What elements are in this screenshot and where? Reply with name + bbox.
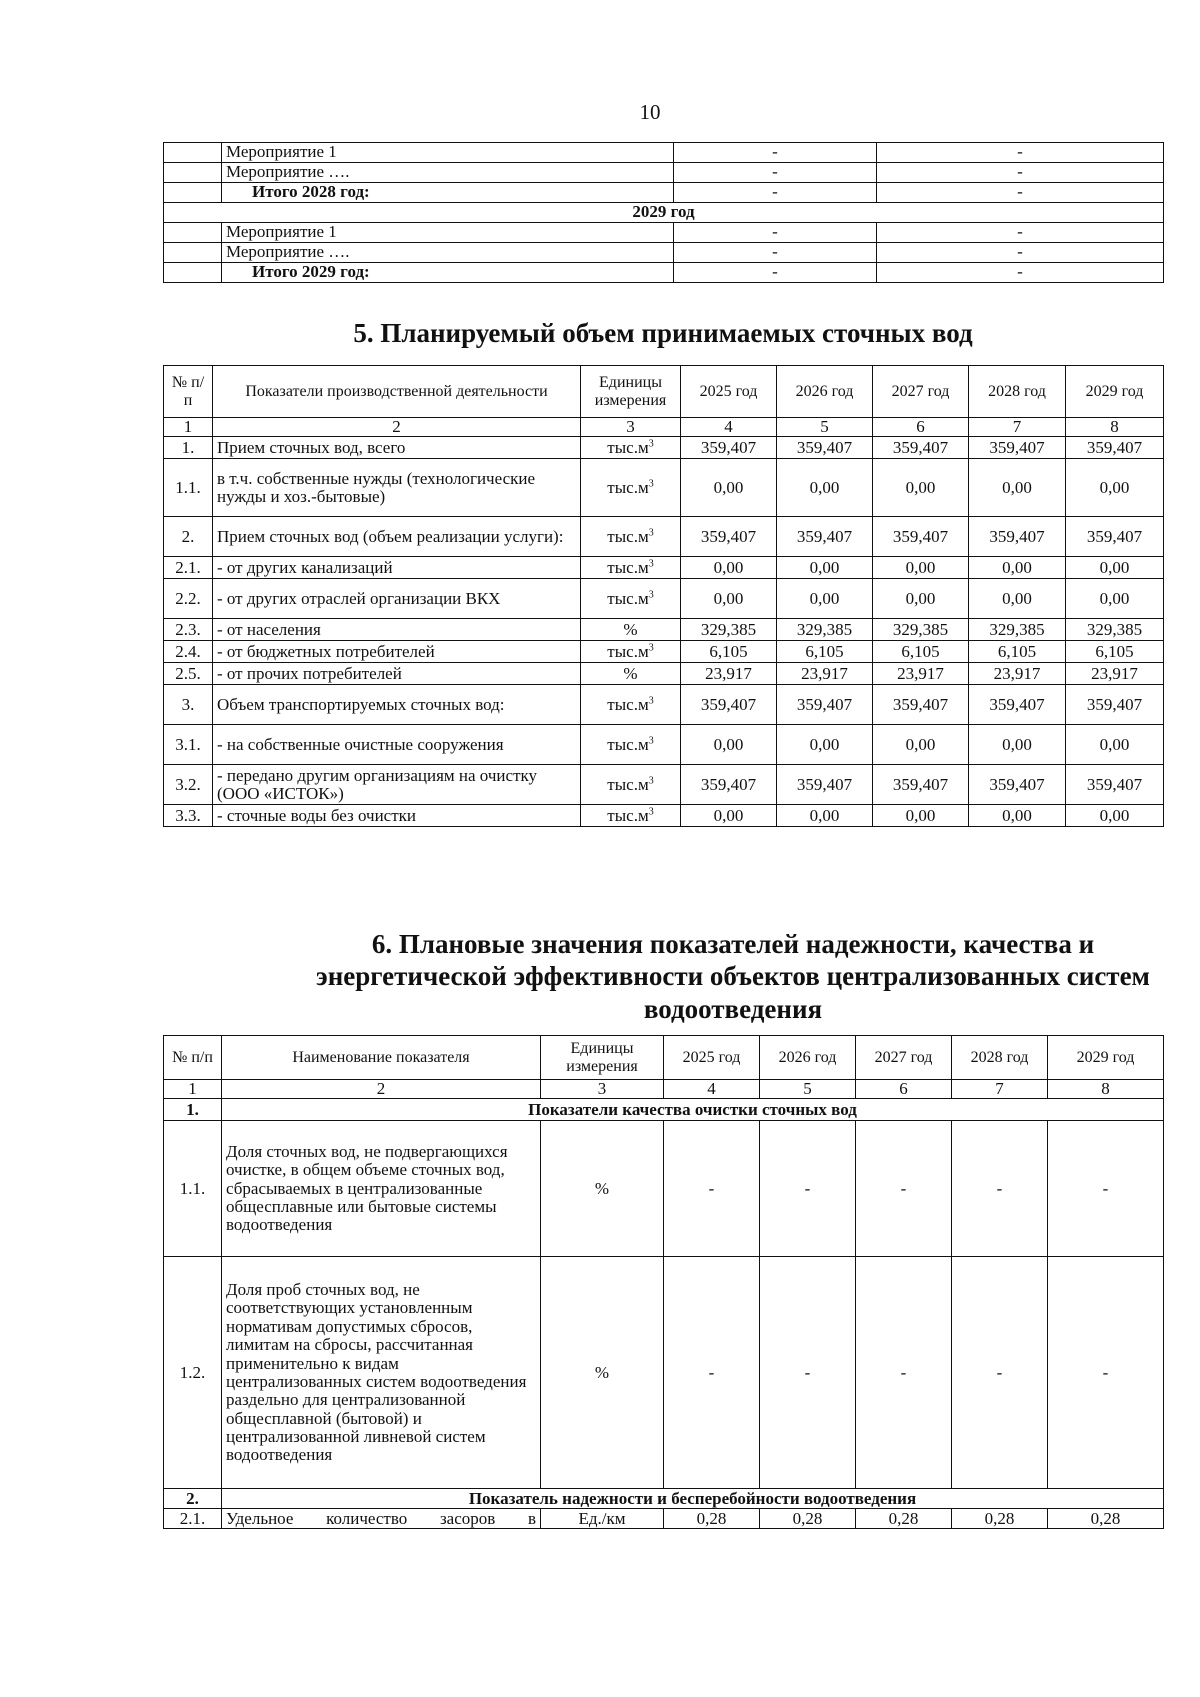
row-value: -	[674, 163, 877, 183]
event-name: Мероприятие 1	[222, 143, 674, 163]
row-unit	[581, 459, 681, 517]
row-name: - на собственные очистные сооружения	[213, 725, 581, 765]
total-label: Итого 2028 год:	[222, 183, 674, 203]
table-row	[164, 223, 1164, 243]
row-num: 2.1.	[164, 557, 213, 579]
row-value-2026: 0,00	[777, 805, 873, 827]
row-unit	[581, 517, 681, 557]
row-value-2025: 0,00	[681, 579, 777, 619]
row-value-2027: 0,28	[856, 1509, 952, 1529]
unit-text: тыс.м	[607, 557, 649, 577]
row-value-2028: 0,00	[969, 725, 1066, 765]
header-2025: 2025 год	[664, 1036, 760, 1080]
row-value-2025: 0,28	[664, 1509, 760, 1529]
row-num: 3.1.	[164, 725, 213, 765]
row-value-2029: 0,00	[1066, 725, 1164, 765]
row-num	[164, 183, 222, 203]
row-value-2026: 359,407	[777, 765, 873, 805]
row-num: 2.4.	[164, 641, 213, 663]
unit-text: тыс.м	[607, 588, 649, 608]
unit-text: тыс.м	[607, 805, 649, 825]
event-name: Мероприятие 1	[222, 223, 674, 243]
row-value-2025: 6,105	[681, 641, 777, 663]
table-row	[164, 805, 1164, 827]
row-num: 1.2.	[164, 1257, 222, 1489]
table-row	[164, 143, 1164, 163]
header-unit: Единицы измерения	[541, 1036, 664, 1080]
header-2025: 2025 год	[681, 366, 777, 418]
row-value-2029: -	[1048, 1257, 1164, 1489]
row-value-2025: 329,385	[681, 619, 777, 641]
unit-exponent: 3	[648, 438, 654, 450]
row-value-2028: -	[952, 1121, 1048, 1257]
header-2026: 2026 год	[760, 1036, 856, 1080]
row-num: 2.3.	[164, 619, 213, 641]
row-num: 1.1.	[164, 1121, 222, 1257]
table-row	[164, 243, 1164, 263]
table-row	[164, 183, 1164, 203]
table-row	[164, 765, 1164, 805]
row-name: Доля сточных вод, не подвергающихся очистке, в общем объеме сточных вод, сбрасываемых в централизованные общесплавные или бытовые системы водоотведения	[222, 1121, 541, 1257]
row-value-2028: -	[952, 1257, 1048, 1489]
unit-text: %	[623, 663, 638, 683]
row-num: 2.	[164, 517, 213, 557]
row-value-2025: 23,917	[681, 663, 777, 685]
header-num: № п/п	[164, 366, 213, 418]
row-value-2027: 0,00	[873, 725, 969, 765]
row-value-2026: 0,00	[777, 725, 873, 765]
table-row	[164, 437, 1164, 459]
row-num: 2.1.	[164, 1509, 222, 1529]
group1-num: 1.	[164, 1099, 222, 1121]
table-row	[164, 517, 1164, 557]
row-value-2027: 23,917	[873, 663, 969, 685]
row-value: -	[674, 263, 877, 283]
row-unit: %	[541, 1121, 664, 1257]
row-value-2026: 0,00	[777, 459, 873, 517]
row-num	[164, 223, 222, 243]
unit-exponent: 3	[648, 642, 654, 654]
row-value-2027: 0,00	[873, 805, 969, 827]
row-name: - от населения	[213, 619, 581, 641]
unit-text: тыс.м	[607, 774, 649, 794]
row-num	[164, 263, 222, 283]
header-2026: 2026 год	[777, 366, 873, 418]
row-value-2025: 359,407	[681, 765, 777, 805]
table-row	[164, 1509, 1164, 1529]
table-row	[164, 459, 1164, 517]
row-value: -	[877, 223, 1164, 243]
header-2028: 2028 год	[952, 1036, 1048, 1080]
row-value-2026: 329,385	[777, 619, 873, 641]
row-value-2026: 0,28	[760, 1509, 856, 1529]
row-num: 2.2.	[164, 579, 213, 619]
row-value-2029: 359,407	[1066, 517, 1164, 557]
table-row	[164, 685, 1164, 725]
unit-exponent: 3	[648, 806, 654, 818]
row-value-2028: 359,407	[969, 437, 1066, 459]
row-value-2026: 359,407	[777, 517, 873, 557]
row-num: 3.3.	[164, 805, 213, 827]
unit-exponent: 3	[648, 589, 654, 601]
row-value-2029: 0,28	[1048, 1509, 1164, 1529]
row-value: -	[877, 183, 1164, 203]
row-value-2025: 359,407	[681, 517, 777, 557]
row-value: -	[877, 243, 1164, 263]
row-value-2027: 359,407	[873, 517, 969, 557]
column-number: 7	[969, 418, 1066, 437]
column-number: 6	[873, 418, 969, 437]
row-value-2025: -	[664, 1257, 760, 1489]
row-value-2028: 23,917	[969, 663, 1066, 685]
row-value: -	[674, 223, 877, 243]
row-value: -	[674, 183, 877, 203]
table-row	[164, 725, 1164, 765]
unit-text: тыс.м	[607, 477, 649, 497]
unit-text: тыс.м	[607, 437, 649, 457]
header-2029: 2029 год	[1048, 1036, 1164, 1080]
row-unit	[581, 805, 681, 827]
row-value-2027: 0,00	[873, 579, 969, 619]
table-row	[164, 579, 1164, 619]
unit-exponent: 3	[648, 775, 654, 787]
row-value-2025: 359,407	[681, 437, 777, 459]
row-value-2027: 0,00	[873, 459, 969, 517]
row-value-2028: 359,407	[969, 517, 1066, 557]
row-unit	[581, 557, 681, 579]
section6-title-line3: водоотведения	[643, 993, 823, 1024]
row-unit: %	[541, 1257, 664, 1489]
table-row	[164, 619, 1164, 641]
row-value: -	[674, 143, 877, 163]
row-value-2025: 0,00	[681, 805, 777, 827]
table-row	[164, 641, 1164, 663]
row-value-2027: 359,407	[873, 437, 969, 459]
table-row	[164, 263, 1164, 283]
row-value-2029: 0,00	[1066, 579, 1164, 619]
row-name: Удельное количество засоров в	[222, 1509, 541, 1529]
unit-exponent: 3	[648, 527, 654, 539]
row-value-2026: 359,407	[777, 685, 873, 725]
unit-exponent: 3	[648, 735, 654, 747]
unit-text: тыс.м	[607, 734, 649, 754]
unit-exponent: 3	[648, 558, 654, 570]
unit-text: тыс.м	[607, 641, 649, 661]
row-value-2029: 23,917	[1066, 663, 1164, 685]
row-num: 3.	[164, 685, 213, 725]
section6-title-line1: 6. Плановые значения показателей надежности, качества и	[371, 929, 1095, 959]
column-number: 4	[664, 1080, 760, 1099]
row-value-2026: 23,917	[777, 663, 873, 685]
header-indicator: Показатели производственной деятельности	[213, 366, 581, 418]
header-2029: 2029 год	[1066, 366, 1164, 418]
section6-title	[163, 928, 1200, 1025]
row-name: - сточные воды без очистки	[213, 805, 581, 827]
column-number: 5	[760, 1080, 856, 1099]
row-unit	[581, 437, 681, 459]
row-value: -	[877, 163, 1164, 183]
column-number: 5	[777, 418, 873, 437]
row-value-2027: -	[856, 1257, 952, 1489]
row-value-2027: 6,105	[873, 641, 969, 663]
row-value-2028: 0,00	[969, 459, 1066, 517]
row-value-2026: -	[760, 1121, 856, 1257]
row-value-2025: 359,407	[681, 685, 777, 725]
row-name: Прием сточных вод, всего	[213, 437, 581, 459]
row-value-2029: 0,00	[1066, 805, 1164, 827]
row-value-2027: 359,407	[873, 685, 969, 725]
row-value-2029: 6,105	[1066, 641, 1164, 663]
row-name: Доля проб сточных вод, не соответствующих установленным нормативам допустимых сбросов, лимитам на сбросы, рассчитанная применительно к видам централизованных систем водоотведения раздельно для централизованной общесплавной (бытовой) и централизованной ливневой систем водоотведения	[222, 1257, 541, 1489]
reliability-indicators-table	[163, 1035, 1164, 1529]
row-num	[164, 163, 222, 183]
row-name: - от других канализаций	[213, 557, 581, 579]
table-row	[164, 663, 1164, 685]
events-table	[163, 142, 1164, 283]
header-indicator-name: Наименование показателя	[222, 1036, 541, 1080]
header-2027: 2027 год	[873, 366, 969, 418]
row-name: - от бюджетных потребителей	[213, 641, 581, 663]
row-value-2028: 359,407	[969, 765, 1066, 805]
row-value-2026: 359,407	[777, 437, 873, 459]
column-number: 7	[952, 1080, 1048, 1099]
row-value-2029: 359,407	[1066, 765, 1164, 805]
section5-title: 5. Планируемый объем принимаемых сточных вод	[353, 318, 973, 348]
table-row	[164, 203, 1164, 223]
row-value: -	[877, 143, 1164, 163]
header-2027: 2027 год	[856, 1036, 952, 1080]
column-number: 2	[213, 418, 581, 437]
row-name: Объем транспортируемых сточных вод:	[213, 685, 581, 725]
row-value-2025: 0,00	[681, 459, 777, 517]
row-value-2029: -	[1048, 1121, 1164, 1257]
table-row	[164, 163, 1164, 183]
column-number: 8	[1066, 418, 1164, 437]
row-name: - от прочих потребителей	[213, 663, 581, 685]
row-value-2029: 359,407	[1066, 685, 1164, 725]
column-number: 1	[164, 1080, 222, 1099]
row-value-2029: 0,00	[1066, 459, 1164, 517]
group2-title: Показатель надежности и бесперебойности водоотведения	[222, 1489, 1164, 1509]
group1-title: Показатели качества очистки сточных вод	[222, 1099, 1164, 1121]
row-value-2028: 0,00	[969, 805, 1066, 827]
unit-exponent: 3	[648, 695, 654, 707]
row-value-2028: 0,00	[969, 557, 1066, 579]
row-unit	[581, 685, 681, 725]
row-value-2028: 6,105	[969, 641, 1066, 663]
column-number: 6	[856, 1080, 952, 1099]
row-num: 2.5.	[164, 663, 213, 685]
row-value-2028: 359,407	[969, 685, 1066, 725]
row-value-2028: 329,385	[969, 619, 1066, 641]
row-num: 3.2.	[164, 765, 213, 805]
row-name: в т.ч. собственные нужды (технологические нужды и хоз.-бытовые)	[213, 459, 581, 517]
section6-title-line2: энергетической эффективности объектов централизованных систем	[316, 961, 1150, 992]
row-value: -	[877, 263, 1164, 283]
wastewater-volume-table	[163, 365, 1164, 827]
row-value-2029: 0,00	[1066, 557, 1164, 579]
row-value-2025: 0,00	[681, 557, 777, 579]
column-number: 2	[222, 1080, 541, 1099]
row-unit	[581, 619, 681, 641]
unit-text: %	[623, 619, 638, 639]
row-unit	[581, 641, 681, 663]
row-unit	[581, 765, 681, 805]
group2-num: 2.	[164, 1489, 222, 1509]
row-name: - от других отраслей организации ВКХ	[213, 579, 581, 619]
unit-exponent: 3	[648, 478, 654, 490]
column-number: 3	[541, 1080, 664, 1099]
row-value-2026: -	[760, 1257, 856, 1489]
row-value-2027: -	[856, 1121, 952, 1257]
unit-text: тыс.м	[607, 526, 649, 546]
unit-text: тыс.м	[607, 694, 649, 714]
row-num	[164, 243, 222, 263]
row-unit: Ед./км	[541, 1509, 664, 1529]
row-value-2025: 0,00	[681, 725, 777, 765]
row-unit	[581, 579, 681, 619]
row-value-2029: 359,407	[1066, 437, 1164, 459]
year-heading: 2029 год	[164, 203, 1164, 223]
row-num: 1.	[164, 437, 213, 459]
page-number: 10	[639, 100, 661, 124]
row-value: -	[674, 243, 877, 263]
event-name: Мероприятие ….	[222, 163, 674, 183]
row-value-2028: 0,00	[969, 579, 1066, 619]
total-label: Итого 2029 год:	[222, 263, 674, 283]
row-unit	[581, 725, 681, 765]
header-num: № п/п	[164, 1036, 222, 1080]
row-name: - передано другим организациям на очистку (ООО «ИСТОК»)	[213, 765, 581, 805]
row-value-2027: 0,00	[873, 557, 969, 579]
row-name: Прием сточных вод (объем реализации услуги):	[213, 517, 581, 557]
column-number: 3	[581, 418, 681, 437]
row-value-2027: 329,385	[873, 619, 969, 641]
row-value-2025: -	[664, 1121, 760, 1257]
table-row	[164, 557, 1164, 579]
row-num	[164, 143, 222, 163]
row-value-2026: 0,00	[777, 579, 873, 619]
table-row	[164, 1121, 1164, 1257]
table-row	[164, 1257, 1164, 1489]
event-name: Мероприятие ….	[222, 243, 674, 263]
row-value-2026: 0,00	[777, 557, 873, 579]
column-number: 8	[1048, 1080, 1164, 1099]
row-num: 1.1.	[164, 459, 213, 517]
row-value-2029: 329,385	[1066, 619, 1164, 641]
row-value-2028: 0,28	[952, 1509, 1048, 1529]
header-2028: 2028 год	[969, 366, 1066, 418]
row-value-2026: 6,105	[777, 641, 873, 663]
column-number: 1	[164, 418, 213, 437]
column-number: 4	[681, 418, 777, 437]
row-unit	[581, 663, 681, 685]
row-value-2027: 359,407	[873, 765, 969, 805]
header-unit: Единицы измерения	[581, 366, 681, 418]
